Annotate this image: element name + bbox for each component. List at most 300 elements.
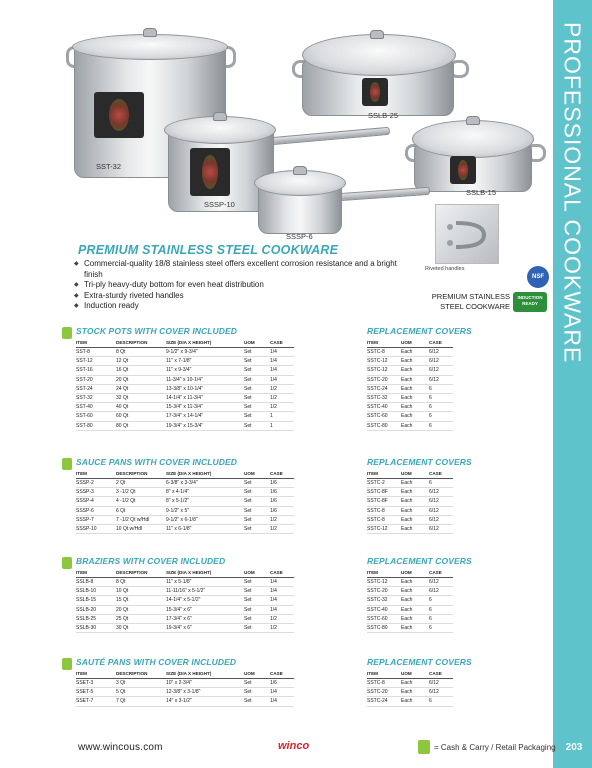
table-cell: Set: [244, 697, 270, 706]
table-cell: 6: [429, 623, 453, 632]
feature-item: ◆ Induction ready: [74, 301, 404, 312]
table-cell: 6: [429, 596, 453, 605]
table-cell: 10" x 2-3/4": [166, 679, 244, 688]
table-row: [367, 348, 453, 357]
table-cell: Each: [401, 357, 429, 366]
feature-item: ◆ Commercial-quality 18/8 stainless steel offers excellent corrosion resistance and a bright finish: [74, 259, 404, 280]
table-cell: SSTC-32: [367, 596, 401, 605]
table-row: [76, 587, 294, 596]
table-cell: Each: [401, 524, 429, 533]
table-cell: 6: [429, 697, 453, 706]
table-cell: 40 Qt: [116, 403, 166, 412]
cash-carry-icon: [62, 327, 72, 339]
table-cell: SSTC-8: [367, 506, 401, 515]
table-cell: SSLB-10: [76, 587, 116, 596]
table-cell: 2 Qt: [116, 479, 166, 488]
table-cell: 1/4: [270, 348, 294, 357]
premium-badge-line: PREMIUM STAINLESS: [431, 292, 510, 301]
table-cell: 19-3/4" x 6": [166, 623, 244, 632]
table-row: [367, 605, 453, 614]
table-row: [76, 697, 294, 706]
table-row: [76, 578, 294, 587]
table-cell: 6/12: [429, 366, 453, 375]
table-cell: 1/2: [270, 614, 294, 623]
saucepan-small-handle: [338, 187, 430, 201]
table-cell: 1/4: [270, 375, 294, 384]
table-cell: Each: [401, 596, 429, 605]
table-cell: 6/12: [429, 515, 453, 524]
table-cell: 11-3/4" x 10-1/4": [166, 375, 244, 384]
table-cell: 60 Qt: [116, 412, 166, 421]
table-row: [76, 605, 294, 614]
table-cell: SSSP-4: [76, 497, 116, 506]
page-heading: PREMIUM STAINLESS STEEL COOKWARE: [78, 243, 339, 257]
table-row: [76, 403, 294, 412]
table-cell: SSTC-24: [367, 384, 401, 393]
premium-badge-line: STEEL COOKWARE: [440, 302, 510, 311]
table-cell: Set: [244, 366, 270, 375]
table-cell: SSTC-80: [367, 421, 401, 430]
table-cell: SSTC-20: [367, 587, 401, 596]
table-row: [367, 403, 453, 412]
table-cell: SSTC-12: [367, 357, 401, 366]
table-cell: Each: [401, 697, 429, 706]
cash-carry-icon: [62, 458, 72, 470]
table-row: [367, 515, 453, 524]
table-cell: 6/12: [429, 506, 453, 515]
table-cell: 3 -1/2 Qt: [116, 488, 166, 497]
table-cell: Set: [244, 412, 270, 421]
table-cell: 9-1/2" x 5": [166, 506, 244, 515]
table-cell: SSTC-40: [367, 403, 401, 412]
table-cell: 1/4: [270, 366, 294, 375]
table-cell: SSLB-30: [76, 623, 116, 632]
table-row: [76, 412, 294, 421]
table-cell: 15 Qt: [116, 596, 166, 605]
column-header: SIZE (DIA X HEIGHT): [166, 470, 244, 479]
brazier-large-label: [362, 78, 388, 106]
feature-list: [74, 259, 404, 312]
table-cell: 6: [429, 421, 453, 430]
table-cell: SSTC-60: [367, 614, 401, 623]
table-cell: SSSP-7: [76, 515, 116, 524]
feature-item: ◆ Tri-ply heavy-duty bottom for even heat distribution: [74, 280, 404, 291]
table-cell: SSLB-8: [76, 578, 116, 587]
table-cell: 9-1/2" x 9-3/4": [166, 348, 244, 357]
table-row: [76, 679, 294, 688]
section-title: SAUCE PANS WITH COVER INCLUDED: [76, 457, 238, 467]
table-cell: SSET-3: [76, 679, 116, 688]
table-cell: SSTC-80: [367, 623, 401, 632]
saucepan-small-knob: [293, 166, 307, 175]
table-cell: 6/12: [429, 348, 453, 357]
table-cell: SST-80: [76, 421, 116, 430]
table-cell: 10 Qt w/Hdl: [116, 524, 166, 533]
table-cell: Each: [401, 412, 429, 421]
column-header: UOM: [244, 339, 270, 348]
table-row: [76, 596, 294, 605]
model-label: SSLB-15: [466, 188, 497, 197]
table-row: [367, 357, 453, 366]
table-cell: SSLB-15: [76, 596, 116, 605]
table-row: [367, 384, 453, 393]
replacement-covers-title: REPLACEMENT COVERS: [367, 457, 472, 467]
section-title: BRAZIERS WITH COVER INCLUDED: [76, 556, 226, 566]
table-cell: Each: [401, 421, 429, 430]
table-row: [367, 506, 453, 515]
table-cell: Each: [401, 688, 429, 697]
table-cell: 1/4: [270, 578, 294, 587]
table-row: [367, 497, 453, 506]
table-cell: Set: [244, 479, 270, 488]
table-row: [367, 697, 453, 706]
table-cell: 6/12: [429, 578, 453, 587]
spec-table: [76, 339, 294, 431]
table-cell: 12-3/8" x 3-1/8": [166, 688, 244, 697]
column-header: ITEM: [367, 339, 401, 348]
column-header: CASE: [429, 339, 453, 348]
table-cell: Each: [401, 506, 429, 515]
spec-table: [76, 569, 294, 633]
table-cell: Set: [244, 524, 270, 533]
table-cell: Set: [244, 614, 270, 623]
column-header: ITEM: [76, 470, 116, 479]
table-cell: 1/4: [270, 596, 294, 605]
table-row: [76, 506, 294, 515]
table-cell: SST-32: [76, 393, 116, 402]
model-label: SSLB-25: [368, 111, 399, 120]
replacement-covers-title: REPLACEMENT COVERS: [367, 556, 472, 566]
table-cell: 8" x 4-1/4": [166, 488, 244, 497]
stock-pot-knob: [143, 28, 157, 37]
table-cell: Set: [244, 375, 270, 384]
table-cell: 6: [429, 479, 453, 488]
table-cell: 4 -1/2 Qt: [116, 497, 166, 506]
column-header: UOM: [401, 470, 429, 479]
table-cell: 80 Qt: [116, 421, 166, 430]
table-row: [367, 578, 453, 587]
table-cell: 15-3/4" x 11-3/4": [166, 403, 244, 412]
model-label: SSSP-10: [204, 200, 235, 209]
table-cell: 6/12: [429, 357, 453, 366]
table-cell: 6: [429, 403, 453, 412]
table-cell: 1/2: [270, 623, 294, 632]
cover-table: [367, 470, 453, 534]
table-cell: 1/2: [270, 515, 294, 524]
column-header: UOM: [244, 670, 270, 679]
table-cell: 11-11/16" x 5-1/2": [166, 587, 244, 596]
table-row: [367, 524, 453, 533]
table-cell: 6: [429, 605, 453, 614]
table-cell: SSTC-24: [367, 697, 401, 706]
table-row: [367, 614, 453, 623]
table-cell: Set: [244, 587, 270, 596]
column-header: UOM: [244, 470, 270, 479]
table-header-row: [367, 470, 453, 479]
column-header: SIZE (DIA X HEIGHT): [166, 569, 244, 578]
table-cell: SSLB-20: [76, 605, 116, 614]
table-cell: 14" x 3-1/2": [166, 697, 244, 706]
table-row: [367, 366, 453, 375]
table-cell: Each: [401, 393, 429, 402]
table-cell: 6/12: [429, 587, 453, 596]
table-row: [76, 366, 294, 375]
cover-table: [367, 569, 453, 633]
table-cell: 1/2: [270, 393, 294, 402]
table-cell: 6-3/8" x 3-3/4": [166, 479, 244, 488]
sidebar-title: PROFESSIONAL COOKWARE: [559, 22, 586, 364]
column-header: SIZE (DIA X HEIGHT): [166, 670, 244, 679]
column-header: UOM: [401, 339, 429, 348]
table-row: [76, 479, 294, 488]
column-header: UOM: [244, 569, 270, 578]
table-cell: SSTC-8: [367, 679, 401, 688]
table-cell: Set: [244, 679, 270, 688]
table-cell: 11" x 7-1/8": [166, 357, 244, 366]
table-cell: 14-1/4" x 11-3/4": [166, 393, 244, 402]
table-cell: 9-1/2" x 6-1/8": [166, 515, 244, 524]
table-row: [367, 412, 453, 421]
table-cell: Set: [244, 348, 270, 357]
table-cell: 1/4: [270, 605, 294, 614]
table-cell: Set: [244, 623, 270, 632]
table-cell: 6: [429, 384, 453, 393]
premium-badge: [428, 292, 510, 312]
table-cell: 24 Qt: [116, 384, 166, 393]
table-cell: SST-20: [76, 375, 116, 384]
table-cell: 1/6: [270, 497, 294, 506]
table-cell: Set: [244, 384, 270, 393]
table-cell: 1/6: [270, 679, 294, 688]
model-label: SSSP-6: [286, 232, 313, 241]
section-title: SAUTÉ PANS WITH COVER INCLUDED: [76, 657, 237, 667]
table-row: [367, 393, 453, 402]
table-cell: SSLB-25: [76, 614, 116, 623]
spec-table: [76, 470, 294, 534]
table-cell: 6: [429, 614, 453, 623]
table-cell: Set: [244, 506, 270, 515]
table-cell: Set: [244, 497, 270, 506]
column-header: ITEM: [367, 470, 401, 479]
table-cell: Each: [401, 488, 429, 497]
table-cell: SSTC-12: [367, 578, 401, 587]
column-header: ITEM: [76, 339, 116, 348]
table-cell: 6: [429, 412, 453, 421]
table-header-row: [76, 470, 294, 479]
column-header: DESCRIPTION: [116, 569, 166, 578]
table-cell: Set: [244, 357, 270, 366]
table-cell: Each: [401, 578, 429, 587]
table-cell: SST-24: [76, 384, 116, 393]
table-cell: 20 Qt: [116, 605, 166, 614]
table-row: [76, 393, 294, 402]
column-header: ITEM: [367, 670, 401, 679]
table-row: [76, 384, 294, 393]
column-header: ITEM: [76, 569, 116, 578]
column-header: CASE: [270, 569, 294, 578]
table-cell: Set: [244, 596, 270, 605]
saucepan-large-knob: [213, 112, 227, 121]
table-cell: 25 Qt: [116, 614, 166, 623]
model-label: SST-32: [96, 162, 122, 171]
table-cell: Set: [244, 578, 270, 587]
table-cell: Each: [401, 515, 429, 524]
table-cell: Each: [401, 623, 429, 632]
table-cell: Set: [244, 515, 270, 524]
cash-carry-icon: [62, 557, 72, 569]
table-cell: 3 Qt: [116, 679, 166, 688]
table-row: [367, 375, 453, 384]
column-header: CASE: [270, 339, 294, 348]
table-cell: SSSP-2: [76, 479, 116, 488]
table-cell: Each: [401, 366, 429, 375]
brazier-medium-label: [450, 156, 476, 184]
table-cell: 6 Qt: [116, 506, 166, 515]
induction-ready-icon: INDUCTION READY: [513, 292, 547, 312]
feature-item: ◆ Extra-sturdy riveted handles: [74, 291, 404, 302]
table-cell: SSTC-12: [367, 366, 401, 375]
table-cell: SSTC-60: [367, 412, 401, 421]
table-cell: 20 Qt: [116, 375, 166, 384]
table-cell: 11" x 6-1/8": [166, 524, 244, 533]
replacement-covers-title: REPLACEMENT COVERS: [367, 326, 472, 336]
cover-table: [367, 670, 453, 707]
table-cell: 7 -1/2 Qt w/Hdl: [116, 515, 166, 524]
table-row: [367, 488, 453, 497]
brand-logo: winco: [278, 740, 310, 752]
table-cell: 30 Qt: [116, 623, 166, 632]
table-row: [76, 614, 294, 623]
nsf-certification-icon: NSF: [527, 266, 549, 288]
table-cell: 6/12: [429, 679, 453, 688]
table-cell: SSTC-32: [367, 393, 401, 402]
table-row: [76, 488, 294, 497]
table-cell: SSTC-20: [367, 375, 401, 384]
column-header: UOM: [401, 670, 429, 679]
table-cell: 11" x 9-3/4": [166, 366, 244, 375]
table-row: [76, 357, 294, 366]
table-cell: 6: [429, 393, 453, 402]
column-header: CASE: [270, 470, 294, 479]
table-cell: 11" x 5-1/8": [166, 578, 244, 587]
section-title: STOCK POTS WITH COVER INCLUDED: [76, 326, 238, 336]
table-row: [367, 421, 453, 430]
table-cell: 1/6: [270, 479, 294, 488]
table-cell: 8 Qt: [116, 578, 166, 587]
table-cell: Set: [244, 488, 270, 497]
table-cell: Each: [401, 605, 429, 614]
cover-table: [367, 339, 453, 431]
table-cell: 1/6: [270, 506, 294, 515]
table-header-row: [76, 339, 294, 348]
table-cell: Each: [401, 375, 429, 384]
page-number: 203: [565, 742, 583, 753]
handle-closeup-icon: [436, 205, 498, 263]
table-cell: 8 Qt: [116, 348, 166, 357]
table-cell: 1/2: [270, 384, 294, 393]
table-cell: Each: [401, 479, 429, 488]
table-cell: 16 Qt: [116, 366, 166, 375]
table-row: [76, 524, 294, 533]
website-url[interactable]: www.wincous.com: [78, 742, 163, 753]
table-cell: Set: [244, 605, 270, 614]
table-cell: SSTC-2: [367, 479, 401, 488]
table-cell: SST-8: [76, 348, 116, 357]
table-cell: 6/12: [429, 375, 453, 384]
table-cell: 12 Qt: [116, 357, 166, 366]
cash-carry-icon: [418, 740, 430, 754]
table-cell: 19-3/4" x 15-3/4": [166, 421, 244, 430]
table-cell: 17-3/4" x 14-1/4": [166, 412, 244, 421]
table-cell: Each: [401, 384, 429, 393]
brazier-large-lid: [302, 34, 456, 76]
table-row: [76, 348, 294, 357]
table-row: [367, 623, 453, 632]
table-cell: 1/2: [270, 403, 294, 412]
table-cell: SST-12: [76, 357, 116, 366]
table-row: [367, 596, 453, 605]
table-cell: SSTC-20: [367, 688, 401, 697]
column-header: DESCRIPTION: [116, 339, 166, 348]
table-header-row: [367, 339, 453, 348]
brazier-medium-knob: [466, 116, 480, 125]
table-cell: Set: [244, 403, 270, 412]
table-cell: 6/12: [429, 488, 453, 497]
table-row: [76, 497, 294, 506]
table-cell: 32 Qt: [116, 393, 166, 402]
stock-pot-label: [94, 92, 144, 138]
table-cell: 14-1/4" x 5-1/2": [166, 596, 244, 605]
table-cell: SSSP-10: [76, 524, 116, 533]
inset-caption: Riveted handles: [425, 266, 465, 272]
table-row: [76, 688, 294, 697]
table-row: [76, 421, 294, 430]
legend-text: = Cash & Carry / Retail Packaging: [434, 743, 556, 752]
table-cell: Set: [244, 393, 270, 402]
replacement-covers-title: REPLACEMENT COVERS: [367, 657, 472, 667]
saucepan-large-handle: [270, 127, 390, 145]
column-header: ITEM: [76, 670, 116, 679]
table-cell: SST-16: [76, 366, 116, 375]
column-header: SIZE (DIA X HEIGHT): [166, 339, 244, 348]
table-cell: 7 Qt: [116, 697, 166, 706]
table-cell: 1: [270, 421, 294, 430]
table-cell: SSTC-8F: [367, 488, 401, 497]
column-header: CASE: [429, 670, 453, 679]
table-row: [76, 515, 294, 524]
table-cell: 8" x 5-1/2": [166, 497, 244, 506]
table-cell: SSET-7: [76, 697, 116, 706]
table-cell: 1/4: [270, 697, 294, 706]
table-cell: Set: [244, 688, 270, 697]
table-cell: 1: [270, 412, 294, 421]
table-header-row: [367, 569, 453, 578]
table-row: [367, 587, 453, 596]
column-header: CASE: [270, 670, 294, 679]
table-cell: 17-3/4" x 6": [166, 614, 244, 623]
cash-carry-icon: [62, 658, 72, 670]
table-cell: SSTC-8: [367, 348, 401, 357]
brazier-medium-lid: [412, 120, 534, 158]
table-cell: 1/4: [270, 357, 294, 366]
table-cell: 6/12: [429, 524, 453, 533]
table-cell: SSSP-3: [76, 488, 116, 497]
table-cell: SSTC-12: [367, 524, 401, 533]
table-row: [367, 479, 453, 488]
brazier-large-knob: [370, 30, 384, 39]
table-row: [367, 688, 453, 697]
table-cell: 1/4: [270, 688, 294, 697]
